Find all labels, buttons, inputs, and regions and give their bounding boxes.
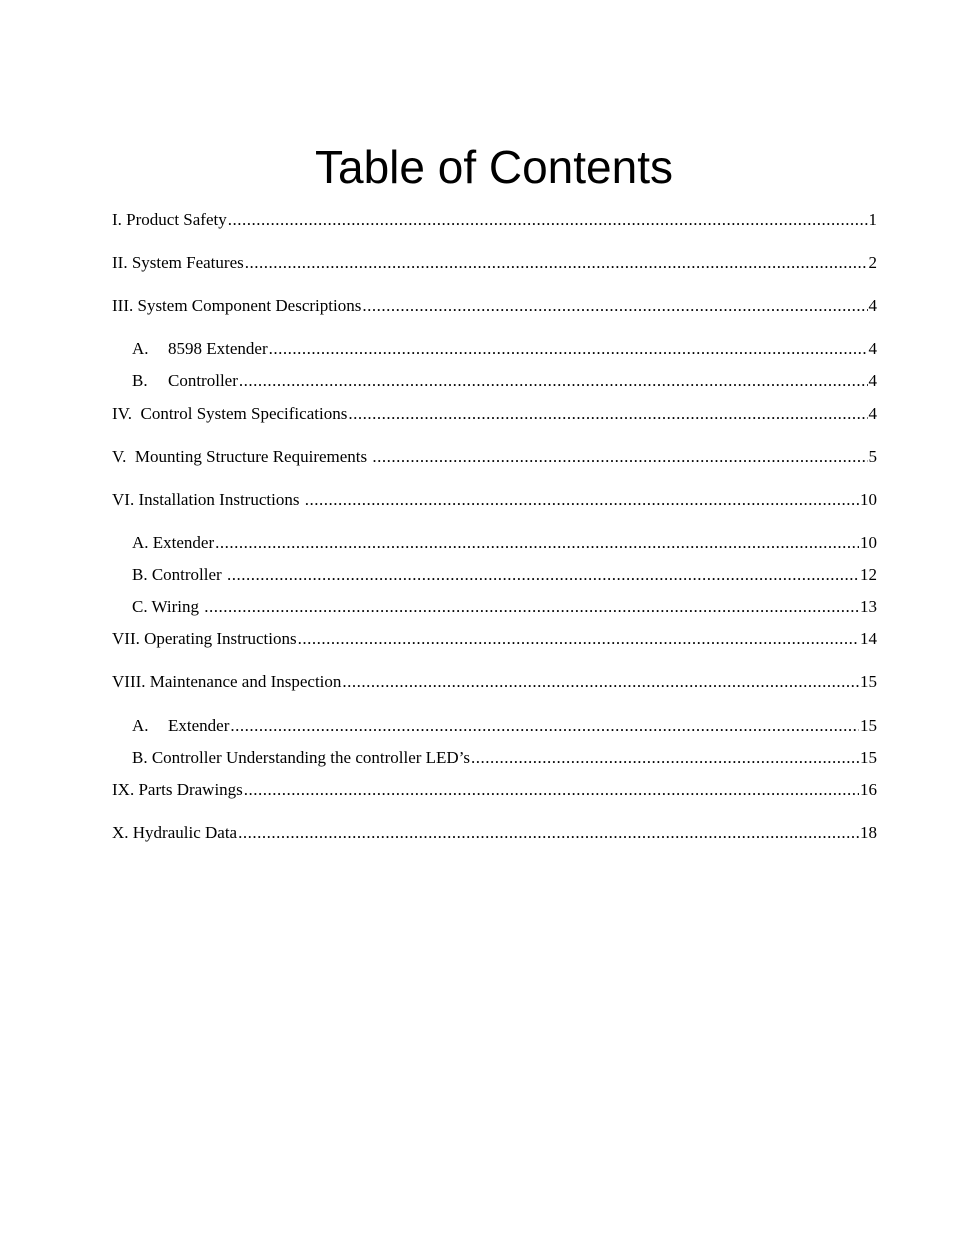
dot-leader <box>239 369 868 393</box>
dot-leader <box>372 445 867 469</box>
toc-page-number: 15 <box>860 748 877 767</box>
dot-leader <box>471 746 859 770</box>
toc-page-number: 4 <box>868 296 877 315</box>
toc-page-number: 4 <box>868 371 877 390</box>
dot-leader <box>244 778 859 802</box>
toc-entry-hydraulic-data[interactable] <box>112 821 877 845</box>
toc-entry-label: VI. Installation Instructions <box>112 490 304 509</box>
dot-leader <box>227 563 859 587</box>
toc-entry-label: C. Wiring <box>132 597 204 616</box>
toc-page-number: 13 <box>860 597 877 616</box>
dot-leader <box>215 531 859 555</box>
toc-page-number: 12 <box>860 565 877 584</box>
toc-entry-product-safety[interactable] <box>112 208 877 232</box>
toc-entry-controller[interactable] <box>132 369 877 393</box>
toc-entry-extender[interactable] <box>132 531 877 555</box>
toc-page-number: 16 <box>860 780 877 799</box>
toc-entry-operating-instructions[interactable] <box>112 627 877 651</box>
toc-entry-label: B. Controller <box>132 565 226 584</box>
toc-entry-number: B. <box>132 371 148 390</box>
toc-entry-system-component-descriptions[interactable] <box>112 294 877 318</box>
toc-entry-label: Controller <box>168 371 238 390</box>
toc-entry-label: IV. Control System Specifications <box>112 404 348 423</box>
toc-entry-number: A. <box>132 716 149 735</box>
dot-leader <box>230 714 859 738</box>
toc-page-number: 2 <box>868 253 877 272</box>
toc-page-number: 18 <box>860 823 877 842</box>
toc-entry-label: A. Extender <box>132 533 215 552</box>
toc-page-number: 5 <box>868 447 877 466</box>
toc-entry-parts-drawings[interactable] <box>112 778 877 802</box>
dot-leader <box>305 488 859 512</box>
toc-entry-controller-install[interactable] <box>132 563 877 587</box>
toc-entry-label: VII. Operating Instructions <box>112 629 297 648</box>
toc-page-number: 14 <box>860 629 877 648</box>
toc-entry-maintenance-and-inspection[interactable] <box>112 670 877 694</box>
dot-leader <box>269 337 868 361</box>
toc-page-number: 10 <box>860 533 877 552</box>
toc-entry-label: X. Hydraulic Data <box>112 823 238 842</box>
toc-entry-number: A. <box>132 339 149 358</box>
toc-entry-installation-instructions[interactable] <box>112 488 877 512</box>
toc-page-number: 4 <box>868 404 877 423</box>
dot-leader <box>238 821 859 845</box>
toc-entry-label: V. Mounting Structure Requirements <box>112 447 372 466</box>
toc-entry-label: 8598 Extender <box>168 339 268 358</box>
toc-entry-extender-maintenance[interactable] <box>132 714 877 738</box>
toc-entry-label: I. Product Safety <box>112 210 227 229</box>
toc-entry-label: IX. Parts Drawings <box>112 780 243 799</box>
dot-leader <box>228 208 868 232</box>
toc-entry-label: B. Controller Understanding the controller LED’s <box>132 748 471 767</box>
dot-leader <box>342 670 859 694</box>
toc-entry-label: III. System Component Descriptions <box>112 296 362 315</box>
toc-page-number: 1 <box>868 210 877 229</box>
toc-entry-wiring[interactable] <box>132 595 877 619</box>
toc-entry-mounting-structure-requirements[interactable] <box>112 445 877 469</box>
dot-leader <box>204 595 859 619</box>
toc-entry-system-features[interactable] <box>112 251 877 275</box>
dot-leader <box>245 251 868 275</box>
dot-leader <box>298 627 859 651</box>
toc-entry-label: Extender <box>168 716 230 735</box>
toc-page-number: 4 <box>868 339 877 358</box>
toc-entry-controller-leds[interactable] <box>132 746 877 770</box>
dot-leader <box>362 294 867 318</box>
toc-entry-control-system-specifications[interactable] <box>112 402 877 426</box>
toc-page-number: 10 <box>860 490 877 509</box>
page-title: Table of Contents <box>314 141 673 193</box>
toc-entry-8598-extender[interactable] <box>132 337 877 361</box>
dot-leader <box>348 402 867 426</box>
toc-entry-label: II. System Features <box>112 253 244 272</box>
toc-page-number: 15 <box>860 672 877 691</box>
toc-entry-label: VIII. Maintenance and Inspection <box>112 672 342 691</box>
toc-page-number: 15 <box>860 716 877 735</box>
